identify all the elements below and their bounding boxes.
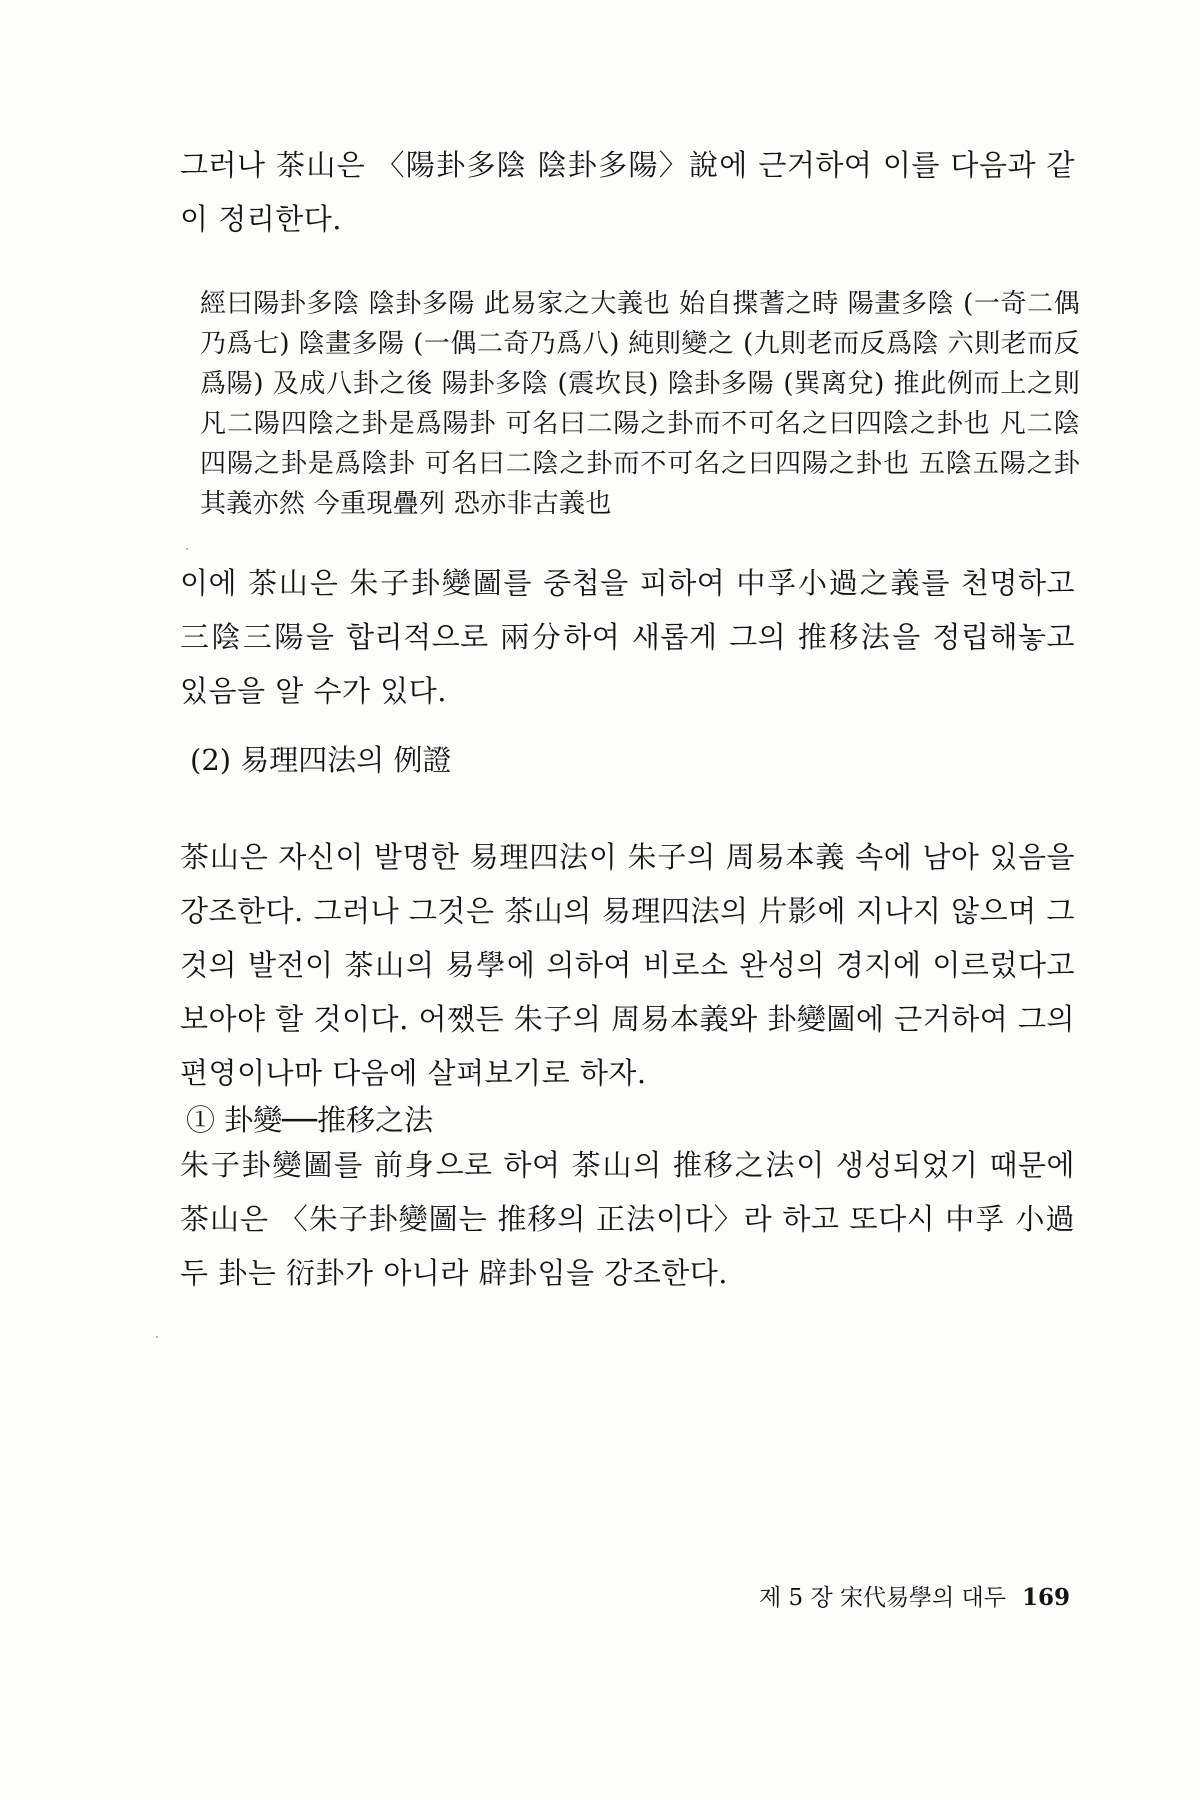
paragraph-gua-change: 朱子卦變圖를 前身으로 하여 茶山의 推移之法이 생성되었기 때문에 茶山은 〈朱子卦變圖는 推移의 正法이다〉라 하고 또다시 中孚 小過 두 卦는 衍卦가 아니라 辟卦임을 강조한다. xyxy=(180,1148,1075,1290)
running-footer xyxy=(690,1582,1070,1614)
block-quote: 經曰陽卦多陰 陰卦多陽 此易家之大義也 始自揲蓍之時 陽畫多陰 (一奇二偶乃爲七) 陰畫多陽 (一偶二奇乃爲八) 純則變之 (九則老而反爲陰 六則老而反爲陽) 及成八卦之後 陽卦多陰 (震坎艮) 陰卦多陽 (巽离兌) 推此例而上之則 凡二陽四陰之卦是爲陽卦 可名曰二陽之卦而不可名之曰四陰之卦也 凡二陰四陽之卦是爲陰卦 可名曰二陰之卦而不可名之曰四陽之卦也 五陰五陽之卦 其義亦然 今重現疊列 恐亦非古義也 xyxy=(200,289,1080,519)
paragraph-emphasis: 茶山은 자신이 발명한 易理四法이 朱子의 周易本義 속에 남아 있음을 강조한다. 그러나 그것은 茶山의 易理四法의 片影에 지나지 않으며 그것의 발전이 茶山의 易學에 의하여 비로소 완성의 경지에 이르렀다고 보아야 할 것이다. 어쨌든 朱子의 周易本義와 卦變圖에 근거하여 그의 편영이나마 다음에 살펴보기로 하자. xyxy=(180,840,1075,1090)
paragraph-intro: 그러나 茶山은 〈陽卦多陰 陰卦多陽〉說에 근거하여 이를 다음과 같이 정리한다. xyxy=(180,148,1075,236)
paragraph-summary: 이에 茶山은 朱子卦變圖를 중첩을 피하여 中孚小過之義를 천명하고 三陰三陽을 합리적으로 兩分하여 새롭게 그의 推移法을 정립해놓고 있음을 알 수가 있다. xyxy=(180,566,1075,708)
speck-mark xyxy=(156,1336,158,1338)
subsection-heading: ① 卦變──推移之法 xyxy=(186,1103,434,1137)
chapter-title: 제 5 장 宋代易學의 대두 xyxy=(759,1585,1006,1611)
speck-mark xyxy=(186,548,188,550)
page-number: 169 xyxy=(1021,1584,1070,1611)
section-heading: (2) 易理四法의 例證 xyxy=(190,743,452,777)
